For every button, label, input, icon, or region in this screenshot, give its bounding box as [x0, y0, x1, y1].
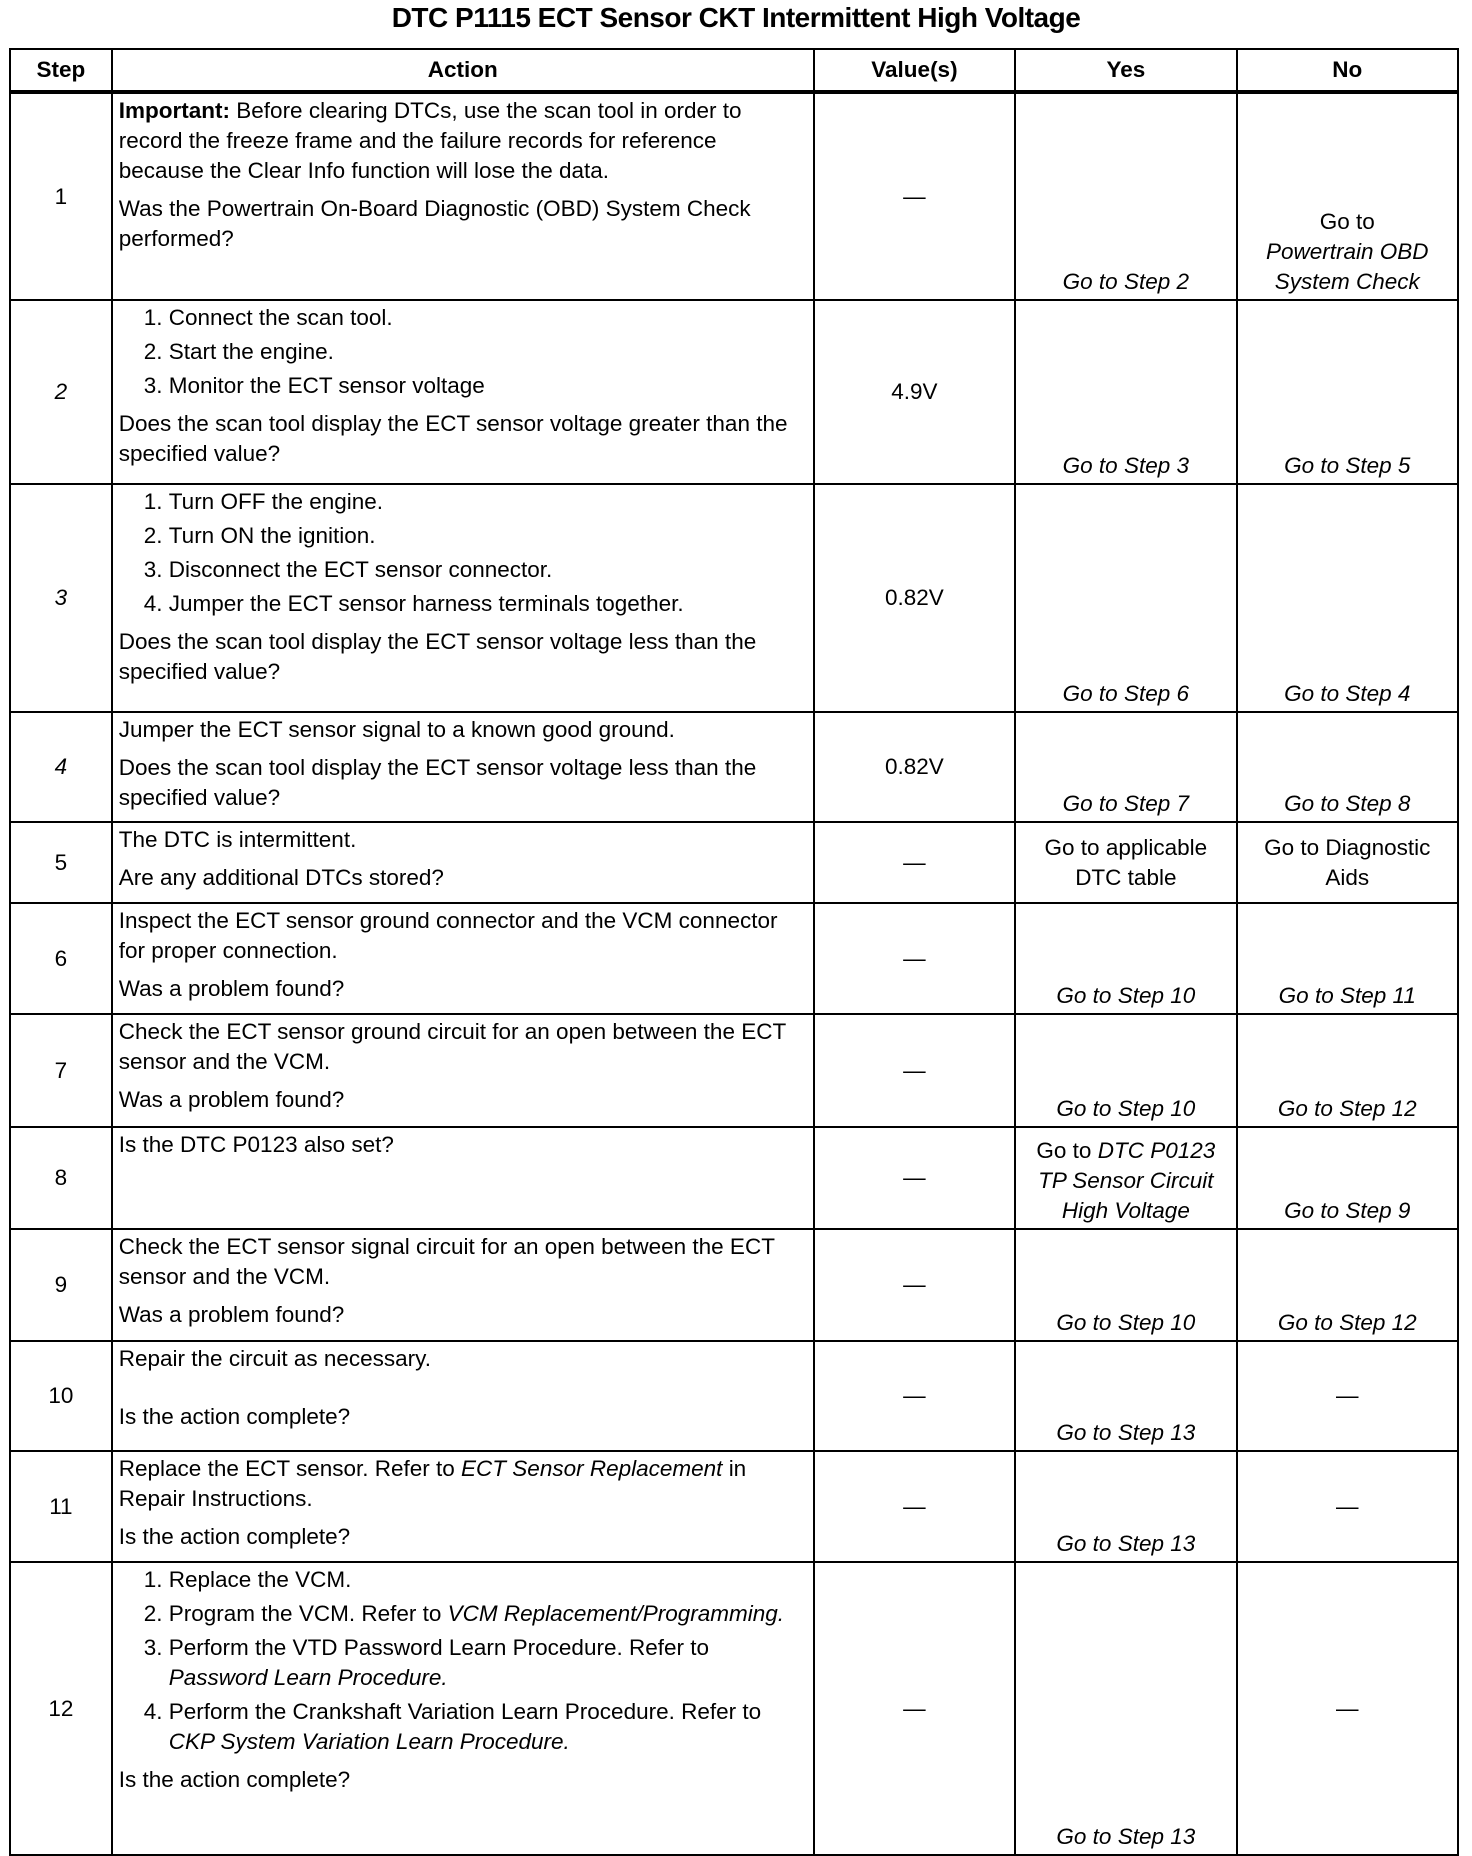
step-number: 1: [10, 92, 112, 300]
no-cell: [1237, 712, 1458, 822]
action-step: [169, 1565, 807, 1595]
action-question: Was a problem found?: [118, 976, 345, 1001]
no-cell: [1237, 1562, 1458, 1855]
action-steps: [119, 303, 807, 401]
yes-action: Go to Step 13: [1056, 1420, 1196, 1445]
step-number: 11: [10, 1451, 112, 1562]
action-body: Replace the ECT sensor. Refer to: [118, 1456, 455, 1481]
no-action: Go to Step 4: [1284, 681, 1411, 706]
value-cell: —: [814, 92, 1015, 300]
yes-action: Go to Step 10: [1056, 1310, 1196, 1335]
yes-action: Go to Step 3: [1062, 453, 1189, 478]
action-steps: [119, 487, 807, 619]
table-row: [10, 484, 1458, 712]
value-cell: —: [814, 1014, 1015, 1127]
action-cell: [112, 1229, 814, 1341]
action-text: Check the ECT sensor ground circuit for an open between the ECT sensor and the VCM.: [118, 1019, 786, 1074]
reference-link: ECT Sensor Replacement: [461, 1456, 723, 1481]
value-cell: —: [814, 822, 1015, 903]
action-body: in Repair Instructions.: [118, 1456, 747, 1511]
action-step: 4. Jumper the ECT sensor harness terminals together.: [169, 589, 807, 619]
no-action: Go to Diagnostic Aids: [1264, 834, 1431, 890]
step-number: 10: [10, 1341, 112, 1451]
no-cell: [1237, 300, 1458, 484]
no-cell: [1237, 1229, 1458, 1341]
reference-link: CKP System Variation Learn Procedure.: [168, 1729, 570, 1754]
action-step: [169, 1697, 807, 1757]
page-title: DTC P1115 ECT Sensor CKT Intermittent High Voltage: [391, 2, 1081, 33]
no-action: Go to Step 9: [1284, 1198, 1411, 1223]
action-cell: [112, 484, 814, 712]
yes-action: Go to applicable DTC table: [1044, 834, 1208, 890]
value-cell: —: [814, 1341, 1015, 1451]
action-step: 1. Connect the scan tool.: [169, 303, 807, 333]
yes-cell: [1015, 484, 1236, 712]
value-cell: —: [814, 1562, 1015, 1855]
yes-cell: [1015, 1562, 1236, 1855]
action-question: Is the action complete?: [118, 1767, 351, 1792]
no-cell: [1237, 484, 1458, 712]
table-row: [10, 1229, 1458, 1341]
action-question: Is the action complete?: [118, 1524, 351, 1549]
step-number: 4: [10, 712, 112, 822]
step-number: 3: [10, 484, 112, 712]
action-cell: [112, 1451, 814, 1562]
action-text: Check the ECT sensor signal circuit for an open between the ECT sensor and the VCM.: [118, 1234, 775, 1289]
yes-action: [1022, 1136, 1229, 1226]
yes-cell: [1015, 1341, 1236, 1451]
action-question: Does the scan tool display the ECT sensor voltage less than the specified value?: [118, 629, 757, 684]
table-row: [10, 903, 1458, 1014]
action-question: Does the scan tool display the ECT sensor voltage less than the specified value?: [118, 755, 757, 810]
action-body: Before clearing DTCs, use the scan tool in order to record the freeze frame and the failure records for reference because the Clear Info function will lose the data.: [118, 98, 742, 183]
action-steps: [119, 1565, 807, 1757]
table-header: [10, 49, 1458, 92]
no-cell: [1237, 1014, 1458, 1127]
yes-cell: [1015, 822, 1236, 903]
action-question: Does the scan tool display the ECT sensor voltage greater than the specified value?: [118, 411, 788, 466]
yes-action: Go to Step 13: [1056, 1824, 1196, 1849]
yes-cell: [1015, 92, 1236, 300]
no-action: —: [1336, 1493, 1359, 1519]
header-action: Action: [112, 49, 814, 92]
action-step: 3. Disconnect the ECT sensor connector.: [169, 555, 807, 585]
step-number: 8: [10, 1127, 112, 1229]
action-step: 3. Monitor the ECT sensor voltage: [169, 371, 807, 401]
yes-action: Go to Step 6: [1062, 681, 1189, 706]
header-values: Value(s): [814, 49, 1015, 92]
action-cell: [112, 712, 814, 822]
table-row: [10, 1014, 1458, 1127]
value-cell: 4.9V: [814, 300, 1015, 484]
table-row: [10, 300, 1458, 484]
action-cell: [112, 1127, 814, 1229]
table-row: [10, 1127, 1458, 1229]
action-cell: [112, 1341, 814, 1451]
action-text: Jumper the ECT sensor signal to a known good ground.: [118, 717, 675, 742]
yes-action: Go to Step 7: [1062, 791, 1189, 816]
action-step-text: Perform the VTD Password Learn Procedure. Refer to: [168, 1635, 709, 1660]
action-step: 2. Start the engine.: [169, 337, 807, 367]
action-text: Is the DTC P0123 also set?: [118, 1132, 394, 1157]
action-cell: [112, 300, 814, 484]
action-cell: [112, 1562, 814, 1855]
yes-cell: [1015, 1127, 1236, 1229]
action-step-text: Program the VCM. Refer to: [168, 1601, 442, 1626]
no-cell: [1237, 92, 1458, 300]
no-cell: [1237, 1451, 1458, 1562]
yes-cell: [1015, 300, 1236, 484]
action-step: [169, 1633, 807, 1693]
step-number: 2: [10, 300, 112, 484]
table-row: [10, 92, 1458, 300]
table-row: [10, 822, 1458, 903]
action-text: Inspect the ECT sensor ground connector and the VCM connector for proper connection.: [118, 908, 778, 963]
action-question: Was a problem found?: [118, 1087, 345, 1112]
step-number: 9: [10, 1229, 112, 1341]
no-action: Go to Step 5: [1284, 453, 1411, 478]
no-cell: [1237, 903, 1458, 1014]
important-label: Important:: [118, 98, 231, 123]
diagnostic-table: [9, 48, 1459, 1856]
step-number: 6: [10, 903, 112, 1014]
value-cell: —: [814, 903, 1015, 1014]
no-action: —: [1336, 1695, 1359, 1721]
action-question: Was the Powertrain On-Board Diagnostic (OBD) System Check performed?: [118, 196, 751, 251]
value-cell: —: [814, 1451, 1015, 1562]
no-cell: [1237, 1127, 1458, 1229]
reference-link: Password Learn Procedure.: [168, 1665, 448, 1690]
step-number: 5: [10, 822, 112, 903]
action-step-text: Perform the Crankshaft Variation Learn Procedure. Refer to: [168, 1699, 762, 1724]
value-cell: 0.82V: [814, 712, 1015, 822]
value-cell: 0.82V: [814, 484, 1015, 712]
yes-cell: [1015, 712, 1236, 822]
no-action: Go to Step 8: [1284, 791, 1411, 816]
yes-action: Go to Step 2: [1062, 269, 1189, 294]
value-cell: —: [814, 1229, 1015, 1341]
action-question: Are any additional DTCs stored?: [118, 865, 444, 890]
yes-action: Go to Step 13: [1056, 1531, 1196, 1556]
action-cell: [112, 92, 814, 300]
action-text: [119, 1454, 807, 1514]
header-step: Step: [10, 49, 112, 92]
yes-cell: [1015, 903, 1236, 1014]
table-row: [10, 1562, 1458, 1855]
table-row: [10, 712, 1458, 822]
yes-cell: [1015, 1014, 1236, 1127]
header-no: No: [1237, 49, 1458, 92]
action-step-text: Replace the VCM.: [168, 1567, 352, 1592]
no-action: Go to Step 12: [1277, 1096, 1417, 1121]
no-action: Go to Step 12: [1277, 1310, 1417, 1335]
no-prefix: Go to: [1319, 209, 1375, 234]
no-target: Powertrain OBD System Check: [1265, 239, 1429, 294]
yes-cell: [1015, 1229, 1236, 1341]
yes-action: Go to Step 10: [1056, 983, 1196, 1008]
action-question: Was a problem found?: [118, 1302, 345, 1327]
no-action: Go to Step 11: [1278, 983, 1416, 1008]
table-row: [10, 1451, 1458, 1562]
action-step: 1. Turn OFF the engine.: [169, 487, 807, 517]
action-question: Is the action complete?: [118, 1404, 351, 1429]
yes-action: Go to Step 10: [1056, 1096, 1196, 1121]
action-text: The DTC is intermittent.: [118, 827, 357, 852]
no-cell: [1237, 1341, 1458, 1451]
yes-prefix: Go to: [1036, 1138, 1092, 1163]
action-text: Repair the circuit as necessary.: [118, 1346, 431, 1371]
value-cell: —: [814, 1127, 1015, 1229]
header-yes: Yes: [1015, 49, 1236, 92]
action-cell: [112, 903, 814, 1014]
action-step: 2. Turn ON the ignition.: [169, 521, 807, 551]
step-number: 12: [10, 1562, 112, 1855]
action-cell: [112, 1014, 814, 1127]
no-cell: [1237, 822, 1458, 903]
no-action: —: [1336, 1383, 1359, 1408]
yes-cell: [1015, 1451, 1236, 1562]
step-number: 7: [10, 1014, 112, 1127]
yes-target: DTC P0123 TP Sensor Circuit High Voltage: [1038, 1138, 1216, 1223]
table-row: [10, 1341, 1458, 1451]
reference-link: VCM Replacement/Programming.: [447, 1601, 784, 1626]
action-text: [119, 96, 807, 186]
action-step: [169, 1599, 807, 1629]
action-cell: [112, 822, 814, 903]
